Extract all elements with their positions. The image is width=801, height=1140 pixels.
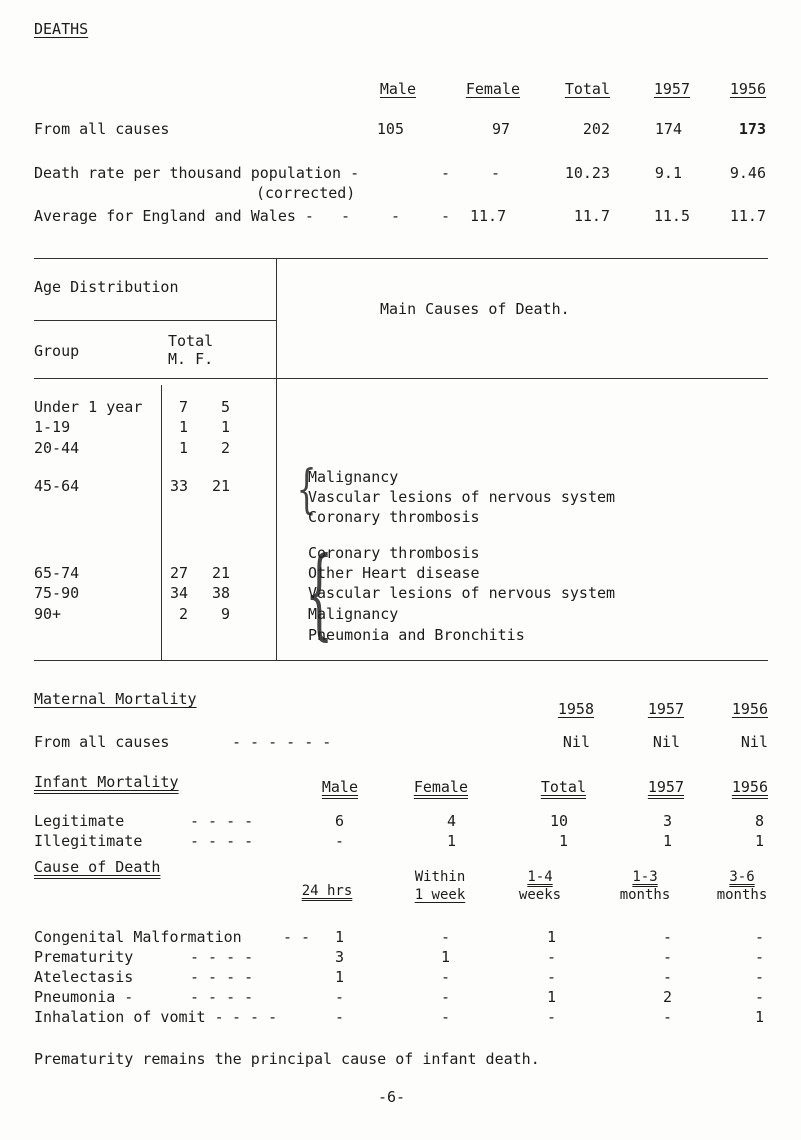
age-group: 45-64: [34, 477, 80, 495]
cause-row-label: Prematurity: [34, 948, 134, 966]
cause-item: Other Heart disease: [308, 564, 480, 582]
summary-header-1957: 1957: [653, 80, 690, 98]
cause-header: 1-3: [632, 869, 658, 885]
cause-cell: -: [754, 988, 764, 1006]
infant-cell: 6: [334, 812, 344, 830]
cause-cell: -: [662, 928, 672, 946]
cause-cell: 3: [334, 948, 344, 966]
cause-cell: -: [440, 988, 450, 1006]
cause-cell: -: [334, 988, 344, 1006]
cause-cell: -: [662, 948, 672, 966]
cause-cell: -: [440, 1008, 450, 1026]
group-divider: [161, 385, 162, 660]
age-m: 1: [178, 418, 188, 436]
leader-dashes: - - - -: [190, 968, 254, 986]
infant-cell: 1: [446, 832, 456, 850]
cause-cell: -: [546, 968, 556, 986]
age-f: 1: [220, 418, 230, 436]
leader-dashes: - - - -: [190, 948, 254, 966]
age-f: 21: [211, 564, 230, 582]
cause-cell: 2: [662, 988, 672, 1006]
summary-cell: 11.7: [470, 207, 507, 225]
cause-cell: -: [546, 948, 556, 966]
cause-cell: -: [662, 968, 672, 986]
mf-header: M. F.: [168, 350, 214, 368]
summary-header-female: Female: [465, 80, 520, 98]
summary-cell: 174: [654, 120, 682, 138]
cause-cell: -: [662, 1008, 672, 1026]
infant-cell: 1: [754, 832, 764, 850]
summary-cell: -: [340, 207, 350, 225]
infant-header: 1957: [647, 778, 684, 796]
summary-cell: -: [390, 207, 400, 225]
age-header-rule: [34, 320, 276, 321]
cause-item: Coronary thrombosis: [308, 508, 480, 526]
cause-item: Pneumonia and Bronchitis: [308, 626, 525, 644]
infant-cell: -: [334, 832, 344, 850]
cause-header: Within: [414, 869, 466, 885]
summary-row-label: Average for England and Wales -: [34, 207, 314, 225]
cause-row-label: Congenital Malformation: [34, 928, 242, 946]
maternal-title: Maternal Mortality: [34, 690, 197, 708]
age-group: 1-19: [34, 418, 71, 436]
group-header: Group: [34, 342, 80, 360]
age-f: 9: [220, 605, 230, 623]
age-m: 7: [178, 398, 188, 416]
summary-header-total: Total: [564, 80, 610, 98]
cause-row-label: Pneumonia -: [34, 988, 134, 1006]
cause-row-label: Atelectasis: [34, 968, 134, 986]
maternal-label: From all causes: [34, 733, 170, 751]
summary-cell: 11.7: [573, 207, 610, 225]
cause-row-label: Inhalation of vomit -: [34, 1008, 224, 1026]
infant-row-label: Illegitimate: [34, 832, 143, 850]
infant-title: Infant Mortality: [34, 773, 179, 791]
cause-item: Malignancy: [308, 468, 399, 486]
table-top-rule: [34, 258, 768, 259]
infant-cell: 1: [558, 832, 568, 850]
brace-icon: {: [296, 460, 317, 520]
infant-header: Male: [321, 778, 358, 796]
main-causes-title: Main Causes of Death.: [380, 300, 570, 318]
cause-item: Vascular lesions of nervous system: [308, 488, 616, 506]
footer-note: Prematurity remains the principal cause of infant death.: [34, 1050, 540, 1068]
summary-cell: 10.23: [564, 164, 610, 182]
age-distribution-title: Age Distribution: [34, 278, 179, 296]
leader-dashes: - - - -: [190, 988, 254, 1006]
age-group: Under 1 year: [34, 398, 143, 416]
summary-row-sublabel: (corrected): [256, 184, 356, 202]
age-f: 21: [211, 477, 230, 495]
infant-header: Female: [413, 778, 468, 796]
cause-cell: -: [334, 1008, 344, 1026]
cause-cell: 1: [334, 928, 344, 946]
summary-cell: -: [440, 207, 450, 225]
cause-of-death-title: Cause of Death: [34, 858, 161, 876]
cause-item: Malignancy: [308, 605, 399, 623]
cause-cell: -: [440, 928, 450, 946]
cause-header: 1 week: [414, 887, 466, 903]
cause-header: months: [619, 887, 671, 903]
age-f: 5: [220, 398, 230, 416]
infant-header: 1956: [731, 778, 768, 796]
summary-cell: 9.46: [729, 164, 766, 182]
age-group: 90+: [34, 605, 62, 623]
cause-cell: 1: [334, 968, 344, 986]
age-m: 33: [169, 477, 188, 495]
summary-row-label: From all causes: [34, 120, 170, 138]
summary-cell: 173: [738, 120, 766, 138]
cause-cell: -: [754, 948, 764, 966]
infant-cell: 10: [549, 812, 568, 830]
cause-cell: 1: [546, 988, 556, 1006]
infant-cell: 4: [446, 812, 456, 830]
infant-header: Total: [540, 778, 586, 796]
infant-cell: 3: [662, 812, 672, 830]
age-group: 20-44: [34, 439, 80, 457]
age-m: 34: [169, 584, 188, 602]
cause-cell: 1: [754, 1008, 764, 1026]
summary-cell: 9.1: [654, 164, 682, 182]
cause-cell: -: [754, 928, 764, 946]
leader-dashes: - - - -: [190, 812, 254, 830]
infant-cell: 8: [754, 812, 764, 830]
summary-row-label: Death rate per thousand population -: [34, 164, 360, 182]
total-header: Total: [168, 332, 214, 350]
summary-cell: -: [440, 164, 450, 182]
cause-item: Coronary thrombosis: [308, 544, 480, 562]
maternal-header: 1958: [557, 700, 594, 718]
cause-cell: -: [754, 968, 764, 986]
maternal-header: 1957: [647, 700, 684, 718]
leader-dashes: - -: [283, 928, 311, 946]
maternal-cell: Nil: [652, 733, 680, 751]
age-m: 2: [178, 605, 188, 623]
page-title: DEATHS: [34, 20, 89, 38]
page-number: -6-: [378, 1088, 406, 1106]
table-divider: [276, 258, 277, 660]
cause-cell: 1: [440, 948, 450, 966]
leader-dashes: - - - - - -: [232, 733, 332, 751]
age-group: 75-90: [34, 584, 80, 602]
leader-dashes: - - -: [232, 1008, 278, 1026]
summary-header-1956: 1956: [729, 80, 766, 98]
table-header-rule: [34, 378, 768, 379]
cause-header: 3-6: [729, 869, 755, 885]
age-m: 27: [169, 564, 188, 582]
infant-row-label: Legitimate: [34, 812, 125, 830]
cause-header: 1-4: [527, 869, 553, 885]
cause-cell: -: [440, 968, 450, 986]
summary-cell: -: [490, 164, 500, 182]
summary-cell: 105: [376, 120, 404, 138]
cause-cell: 1: [546, 928, 556, 946]
cause-header: months: [716, 887, 768, 903]
summary-cell: 97: [491, 120, 510, 138]
age-group: 65-74: [34, 564, 80, 582]
age-m: 1: [178, 439, 188, 457]
maternal-header: 1956: [731, 700, 768, 718]
summary-cell: 202: [582, 120, 610, 138]
leader-dashes: - - - -: [190, 832, 254, 850]
maternal-cell: Nil: [562, 733, 590, 751]
cause-header: weeks: [518, 887, 562, 903]
age-f: 2: [220, 439, 230, 457]
infant-cell: 1: [662, 832, 672, 850]
summary-cell: 11.5: [653, 207, 690, 225]
table-bottom-rule: [34, 660, 768, 661]
age-f: 38: [211, 584, 230, 602]
summary-header-male: Male: [379, 80, 416, 98]
cause-item: Vascular lesions of nervous system: [308, 584, 616, 602]
summary-cell: 11.7: [729, 207, 766, 225]
cause-header: 24 hrs: [301, 883, 353, 899]
cause-cell: -: [546, 1008, 556, 1026]
brace-icon: {: [305, 537, 334, 651]
maternal-cell: Nil: [740, 733, 768, 751]
